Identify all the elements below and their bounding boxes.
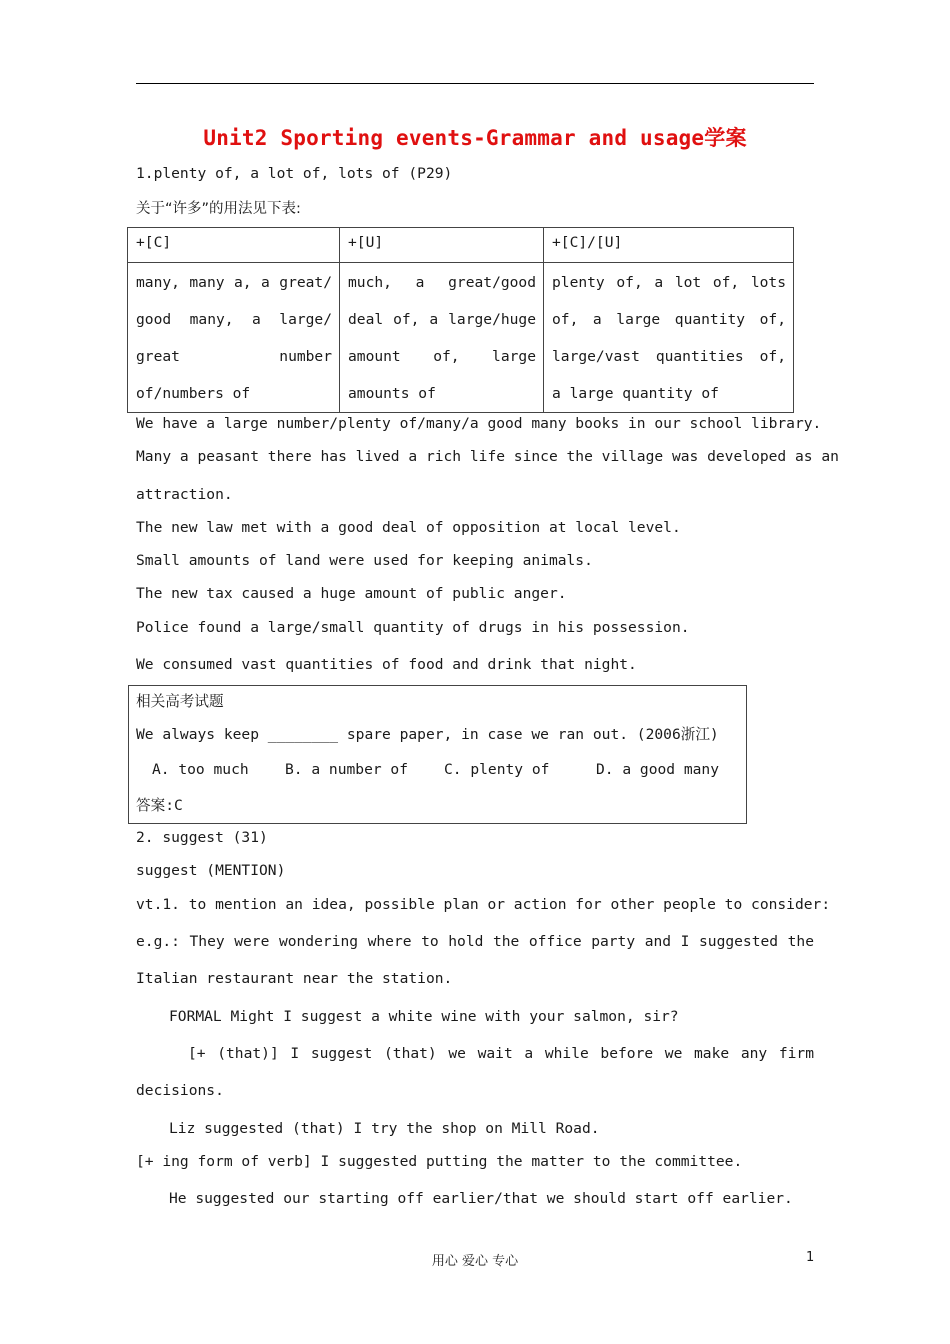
exam-option-c: C. plenty of — [444, 761, 550, 778]
example-sentence: The new law met with a good deal of opposition at local level. — [136, 519, 681, 536]
example-sentence: [+ ing form of verb] I suggested putting the matter to the committee. — [136, 1153, 743, 1170]
example-sentence: Small amounts of land were used for keeping animals. — [136, 552, 593, 569]
section1-heading: 1.plenty of, a lot of, lots of (P29) — [136, 165, 453, 182]
example-sentence: attraction. — [136, 486, 233, 503]
section2-subheading: suggest (MENTION) — [136, 862, 286, 879]
example-sentence: He suggested our starting off earlier/that we should start off earlier. — [169, 1190, 793, 1207]
quantifier-table — [127, 227, 794, 413]
table-header-uncountable: +[U] — [340, 228, 544, 263]
footer-motto: 用心 爱心 专心 — [431, 1254, 519, 1269]
example-sentence: Many a peasant there has lived a rich life since the village was developed as an — [136, 448, 839, 465]
exam-option-d: D. a good many — [596, 761, 720, 778]
page-title: Unit2 Sporting events-Grammar and usage学案 — [203, 126, 747, 150]
table-cell-countable: many, many a, a great/ good many, a large/ great number of/numbers of — [128, 263, 340, 413]
exam-box-heading: 相关高考试题 — [136, 693, 224, 710]
table-cell-both: plenty of, a lot of, lots of, a large quantity of, large/vast quantities of, a large quantity of — [544, 263, 794, 413]
exam-option-b: B. a number of — [285, 761, 409, 778]
example-sentence: The new tax caused a huge amount of public anger. — [136, 585, 567, 602]
example-sentence: FORMAL Might I suggest a white wine with your salmon, sir? — [169, 1008, 679, 1025]
example-sentence: decisions. — [136, 1082, 224, 1099]
example-sentence: We have a large number/plenty of/many/a good many books in our school library. — [136, 415, 822, 432]
example-sentence: Italian restaurant near the station. — [136, 970, 453, 987]
table-header-countable: +[C] — [128, 228, 340, 263]
exam-option-a: A. too much — [152, 761, 249, 778]
example-sentence: Liz suggested (that) I try the shop on Mill Road. — [169, 1120, 600, 1137]
exam-question: We always keep ________ spare paper, in case we ran out. (2006浙江) — [136, 726, 719, 743]
section2-heading: 2. suggest (31) — [136, 829, 268, 846]
section1-intro: 关于“许多”的用法见下表: — [136, 201, 301, 217]
definition: vt.1. to mention an idea, possible plan or action for other people to consider: — [136, 896, 831, 913]
example-sentence: e.g.: They were wondering where to hold the office party and I suggested the — [136, 933, 814, 950]
exam-answer: 答案:C — [136, 797, 183, 814]
example-sentence: Police found a large/small quantity of drugs in his possession. — [136, 619, 690, 636]
table-cell-uncountable: much, a great/good deal of, a large/huge amount of, large amounts of — [340, 263, 544, 413]
page-number: 1 — [806, 1250, 815, 1265]
header-rule — [136, 83, 814, 84]
example-sentence: We consumed vast quantities of food and drink that night. — [136, 656, 637, 673]
table-header-both: +[C]/[U] — [544, 228, 794, 263]
example-sentence: [+ (that)] I suggest (that) we wait a while before we make any firm — [188, 1045, 814, 1062]
